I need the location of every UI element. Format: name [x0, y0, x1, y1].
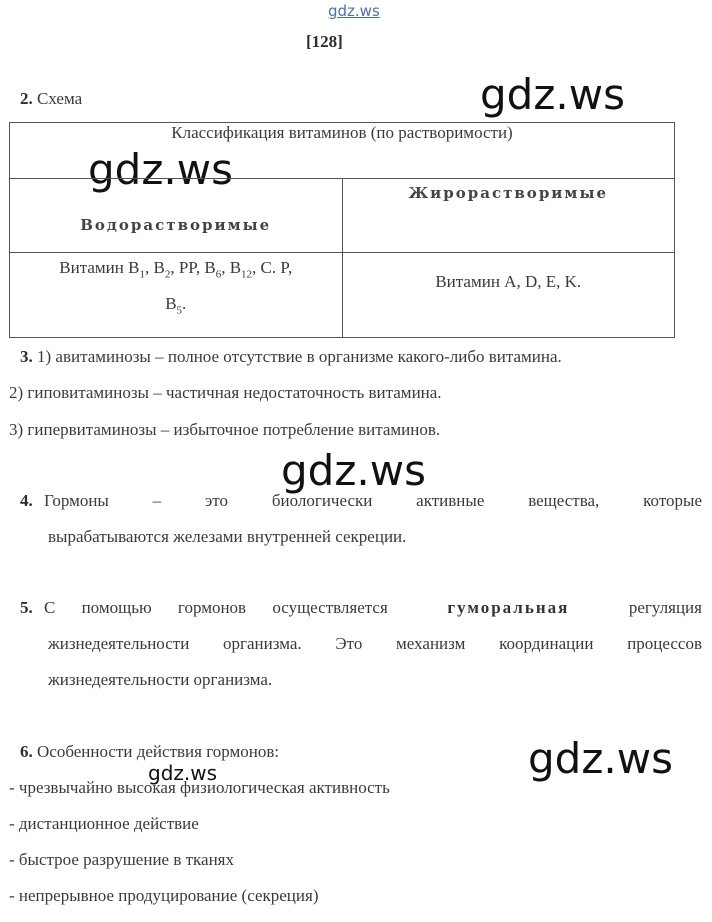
- cell-subscript: 5: [176, 304, 183, 317]
- question-3-line-3: 3) гипервитаминозы – избыточное потребление витаминов.: [9, 420, 441, 439]
- question-5-line-2: жизнедеятельности организма. Это механизм координации процессов: [48, 634, 702, 653]
- question-number: 5.: [20, 598, 33, 617]
- cell-text: , B: [144, 258, 165, 277]
- column-header-water-soluble: [10, 179, 343, 253]
- column-header-label: Жирорастворимые: [408, 184, 609, 202]
- watermark-top-link[interactable]: gdz.ws: [328, 2, 380, 20]
- answer-text: регуляция: [628, 598, 702, 617]
- cell-text: , C. P,: [252, 258, 293, 277]
- watermark-logo: gdz.ws: [281, 446, 426, 495]
- cell-subscript: 12: [241, 268, 253, 281]
- column-header-label: Водорастворимые: [80, 215, 272, 234]
- page-number: [128]: [306, 32, 343, 51]
- cell-text: Витамин B: [59, 258, 140, 277]
- cell-subscript: 2: [164, 268, 171, 281]
- cell-text: , PP, B: [170, 258, 216, 277]
- question-4-number: [20, 491, 33, 511]
- answer-text: С помощью гормонов осуществляется: [44, 598, 388, 617]
- vitamin-classification-table: [9, 122, 675, 338]
- question-4-line-1: Гормоны – это биологически активные вещества, которые: [44, 491, 702, 510]
- question-text: Схема: [37, 89, 83, 108]
- question-3-line-1: [20, 347, 562, 367]
- watermark-logo: gdz.ws: [528, 734, 673, 783]
- question-number: 4.: [20, 491, 33, 510]
- list-item: - дистанционное действие: [9, 814, 199, 833]
- table-cell-fat-soluble: Витамин A, D, E, K.: [342, 253, 675, 338]
- table-title: Классификация витаминов (по растворимости): [10, 123, 675, 179]
- question-number: 6.: [20, 742, 33, 761]
- watermark-logo: gdz.ws: [148, 761, 218, 785]
- list-item: - чрезвычайно высокая физиологическая активность: [9, 778, 390, 797]
- question-number: 2.: [20, 89, 33, 108]
- question-5-line-3: жизнедеятельности организма.: [48, 670, 273, 689]
- answer-text: 1) авитаминозы – полное отсутствие в организме какого-либо витамина.: [37, 347, 562, 366]
- question-5-line-1: [44, 598, 702, 618]
- table-cell-water-soluble: [10, 253, 343, 338]
- cell-subscript: 6: [215, 268, 222, 281]
- watermark-logo: gdz.ws: [480, 70, 625, 119]
- question-number: 3.: [20, 347, 33, 366]
- question-3-line-2: 2) гиповитаминозы – частичная недостаточность витамина.: [9, 383, 442, 402]
- question-6-heading: [20, 742, 279, 762]
- cell-subscript: 1: [139, 268, 145, 281]
- watermark-logo: gdz.ws: [88, 145, 233, 194]
- emphasized-term: гуморальная: [447, 598, 570, 617]
- question-2-heading: [20, 89, 82, 109]
- question-5-number: [20, 598, 33, 618]
- column-header-fat-soluble: [342, 179, 675, 253]
- question-text: Особенности действия гормонов:: [37, 742, 280, 761]
- cell-text: B: [165, 294, 177, 314]
- list-item: - непрерывное продуцирование (секреция): [9, 886, 319, 905]
- list-item: - быстрое разрушение в тканях: [9, 850, 235, 869]
- question-4-line-2: вырабатываются железами внутренней секреции.: [48, 527, 407, 546]
- cell-text: , B: [221, 258, 242, 277]
- cell-text: .: [182, 294, 187, 314]
